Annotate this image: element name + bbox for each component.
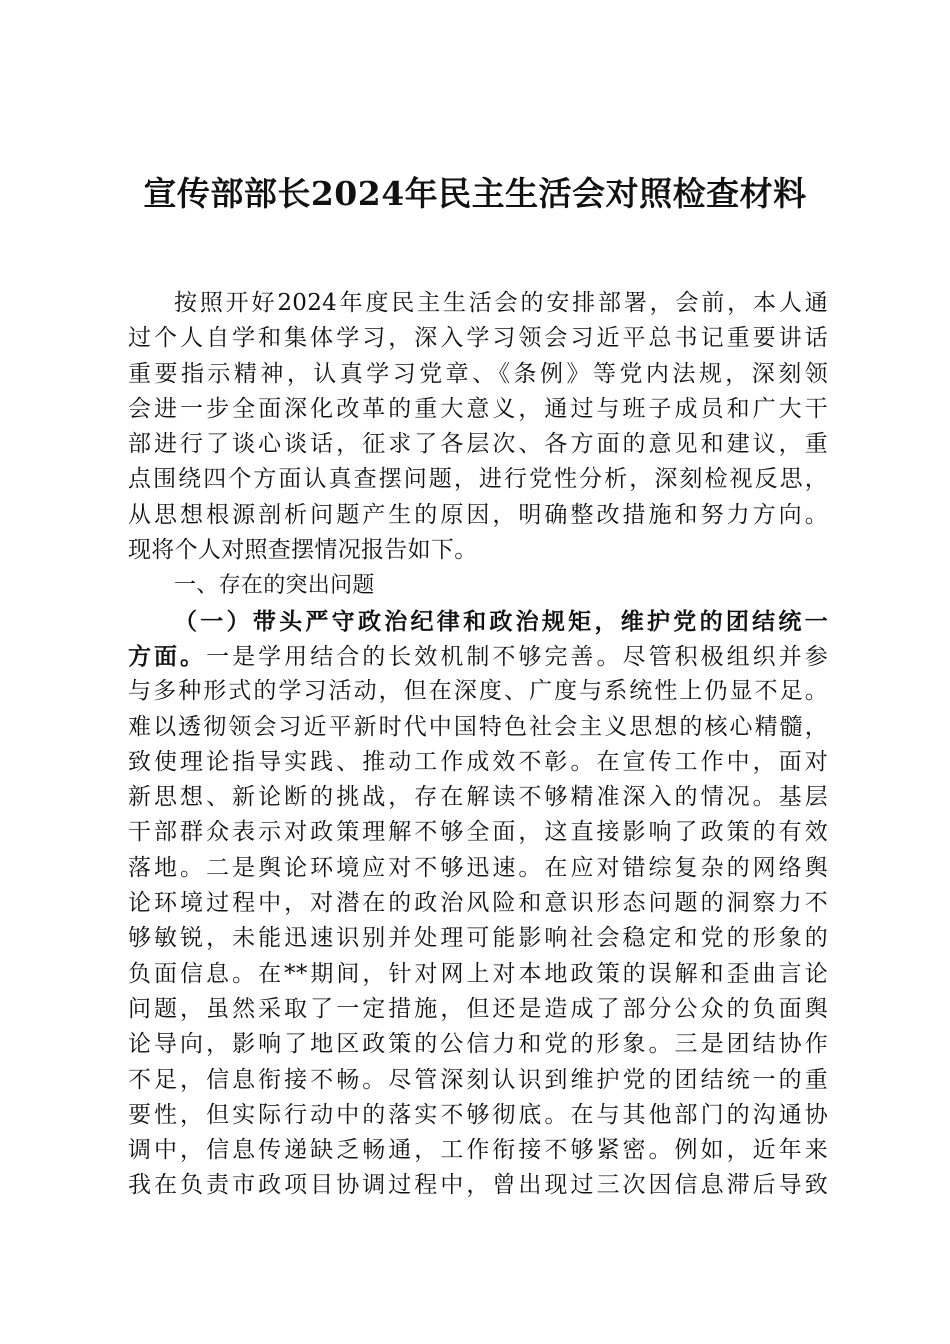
subsection-title: （一）带头严守政治纪律和政治规矩，维护党的团结统一 [174,607,828,635]
body-line: 够敏锐，未能迅速识别并处理可能影响社会稳定和党的形象的 [128,925,828,952]
body-line: 我在负责市政项目协调过程中，曾出现过三次因信息滞后导致 [128,1172,828,1199]
subsection-title-end: 方面。 [128,642,207,670]
intro-line: 按照开好2024年度民主生活会的安排部署，会前，本人通 [174,290,828,316]
intro-line: 重要指示精神，认真学习党章、《条例》等党内法规，深刻领 [128,360,828,387]
body-line-text: 一是学用结合的长效机制不够完善。尽管积极组织并参 [206,643,829,670]
document-title: 宣传部部长2024年民主生活会对照检查材料 [143,174,807,213]
body-line: 要性，但实际行动中的落实不够彻底。在与其他部门的沟通协 [128,1101,828,1128]
body-line: 干部群众表示对政策理解不够全面，这直接影响了政策的有效 [128,819,828,846]
body-line: 论环境过程中，对潜在的政治风险和意识形态问题的洞察力不 [128,890,828,917]
intro-line: 现将个人对照查摆情况报告如下。 [128,537,478,564]
intro-line: 会进一步全面深化改革的重大意义，通过与班子成员和广大干 [128,395,828,422]
body-line: 难以透彻领会习近平新时代中国特色社会主义思想的核心精髓， [128,713,828,740]
intro-line: 从思想根源剖析问题产生的原因，明确整改措施和努力方向。 [128,501,828,528]
body-line: 论导向，影响了地区政策的公信力和党的形象。三是团结协作 [128,1031,828,1058]
body-line: 调中，信息传递缺乏畅通，工作衔接不够紧密。例如，近年来 [128,1137,828,1164]
body-line: 问题，虽然采取了一定措施，但还是造成了部分公众的负面舆 [128,995,828,1022]
intro-line: 点围绕四个方面认真查摆问题，进行党性分析，深刻检视反思， [128,466,828,493]
section-heading: 一、存在的突出问题 [174,573,375,599]
document-body [128,286,828,1204]
body-line: 不足，信息衔接不畅。尽管深刻认识到维护党的团结统一的重 [128,1066,828,1093]
body-line: 负面信息。在**期间，针对网上对本地政策的误解和歪曲言论 [128,960,828,987]
body-line: 新思想、新论断的挑战，存在解读不够精准深入的情况。基层 [128,784,828,811]
intro-line: 部进行了谈心谈话，征求了各层次、各方面的意见和建议，重 [128,431,828,458]
body-line: 与多种形式的学习活动，但在深度、广度与系统性上仍显不足。 [128,678,828,705]
body-line: 落地。二是舆论环境应对不够迅速。在应对错综复杂的网络舆 [128,854,828,881]
body-line [128,639,828,674]
intro-line: 过个人自学和集体学习，深入学习领会习近平总书记重要讲话 [128,325,828,352]
body-line: 致使理论指导实践、推动工作成效不彰。在宣传工作中，面对 [128,748,828,775]
